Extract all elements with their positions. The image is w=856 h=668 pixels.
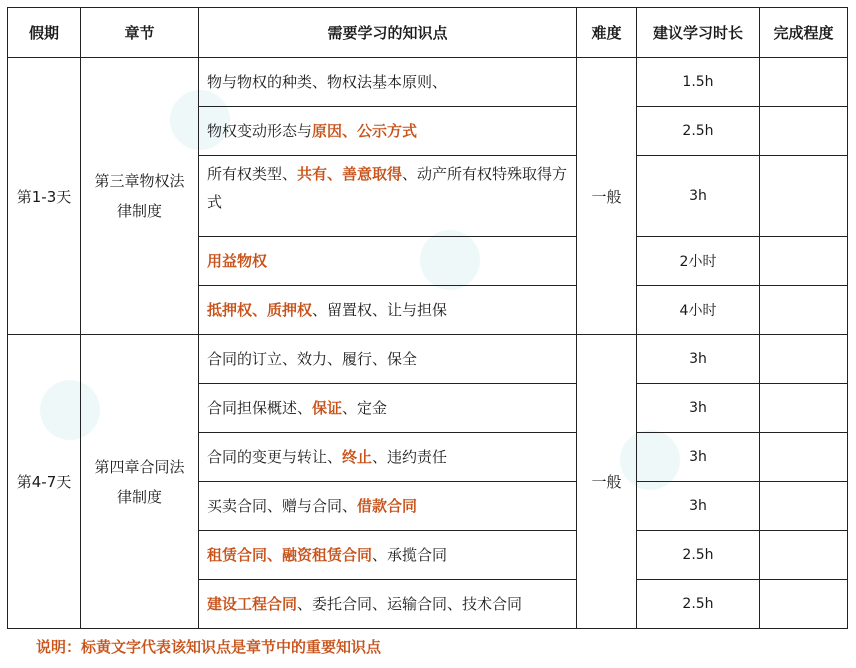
key-topic-text: 抵押权、质押权 (207, 301, 313, 319)
table-row (8, 335, 848, 384)
topic-text: 、动产所有权特殊取得方式 (207, 165, 568, 211)
duration-cell: 2.5h (637, 580, 760, 629)
completion-cell[interactable] (760, 58, 848, 107)
study-plan-table (7, 7, 848, 629)
duration-cell: 3h (637, 433, 760, 482)
header-period: 假期 (8, 8, 81, 58)
topic-cell (199, 335, 577, 384)
topic-text: 、违约责任 (372, 448, 448, 466)
topic-text: 、委托合同、运输合同、技术合同 (297, 595, 523, 613)
completion-cell[interactable] (760, 107, 848, 156)
duration-cell: 1.5h (637, 58, 760, 107)
completion-cell[interactable] (760, 384, 848, 433)
key-topic-text: 原因、公示方式 (312, 122, 418, 140)
topic-text: 、留置权、让与担保 (312, 301, 448, 319)
key-topic-text: 用益物权 (207, 252, 268, 270)
topic-text: 、承揽合同 (372, 546, 448, 564)
topic-cell (199, 580, 577, 629)
topic-cell (199, 58, 577, 107)
header-completion: 完成程度 (760, 8, 848, 58)
period-cell: 第4-7天 (8, 335, 81, 629)
chapter-cell: 第四章合同法律制度 (81, 335, 199, 629)
header-chapter: 章节 (81, 8, 199, 58)
topic-cell (199, 286, 577, 335)
chapter-cell: 第三章物权法律制度 (81, 58, 199, 335)
topic-text: 买卖合同、赠与合同、 (207, 497, 358, 515)
topic-cell (199, 237, 577, 286)
topic-text: 、定金 (342, 399, 388, 417)
difficulty-cell: 一般 (577, 58, 637, 335)
topic-cell (199, 384, 577, 433)
duration-cell: 2小时 (637, 237, 760, 286)
table-row (8, 58, 848, 107)
duration-cell: 3h (637, 335, 760, 384)
topic-cell (199, 433, 577, 482)
header-duration: 建议学习时长 (637, 8, 760, 58)
header-topics: 需要学习的知识点 (199, 8, 577, 58)
key-topic-text: 保证 (312, 399, 343, 417)
topic-cell (199, 482, 577, 531)
topic-cell (199, 107, 577, 156)
duration-cell: 3h (637, 384, 760, 433)
key-topic-text: 终止 (342, 448, 373, 466)
completion-cell[interactable] (760, 286, 848, 335)
duration-cell: 3h (637, 482, 760, 531)
header-row (8, 8, 848, 58)
completion-cell[interactable] (760, 482, 848, 531)
difficulty-cell: 一般 (577, 335, 637, 629)
completion-cell[interactable] (760, 580, 848, 629)
topic-cell (199, 156, 577, 237)
completion-cell[interactable] (760, 335, 848, 384)
topic-text: 合同的订立、效力、履行、保全 (207, 350, 418, 368)
completion-cell[interactable] (760, 433, 848, 482)
topic-text: 合同的变更与转让、 (207, 448, 343, 466)
key-topic-text: 租赁合同、融资租赁合同 (207, 546, 373, 564)
duration-cell: 4小时 (637, 286, 760, 335)
completion-cell[interactable] (760, 156, 848, 237)
duration-cell: 2.5h (637, 531, 760, 580)
header-difficulty: 难度 (577, 8, 637, 58)
completion-cell[interactable] (760, 237, 848, 286)
key-topic-text: 借款合同 (357, 497, 418, 515)
key-topic-text: 共有、善意取得 (297, 165, 403, 183)
topic-text: 合同担保概述、 (207, 399, 313, 417)
topic-cell (199, 531, 577, 580)
topic-text: 所有权类型、 (207, 165, 298, 183)
footnote: 说明：标黄文字代表该知识点是章节中的重要知识点 (36, 638, 382, 656)
key-topic-text: 建设工程合同 (207, 595, 298, 613)
period-cell: 第1-3天 (8, 58, 81, 335)
topic-text: 物与物权的种类、物权法基本原则、 (207, 73, 448, 91)
duration-cell: 2.5h (637, 107, 760, 156)
topic-text: 物权变动形态与 (207, 122, 313, 140)
completion-cell[interactable] (760, 531, 848, 580)
duration-cell: 3h (637, 156, 760, 237)
